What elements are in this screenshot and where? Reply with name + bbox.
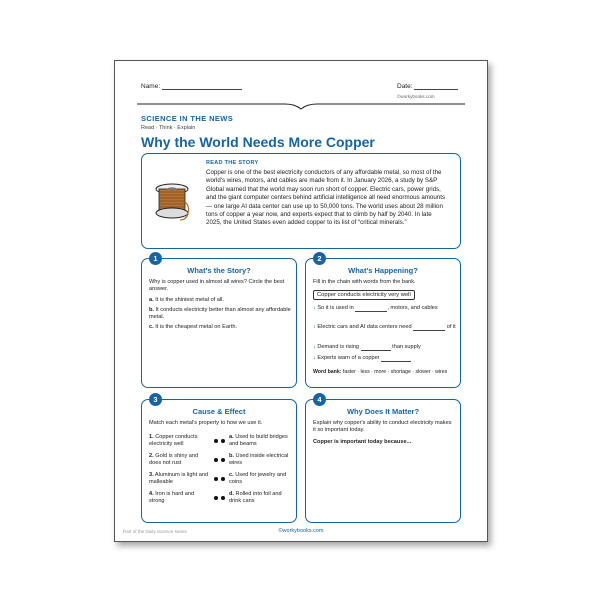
match-dot-left-1[interactable] — [214, 439, 218, 443]
section-2-prompt: Fill in the chain with words from the bank. — [313, 279, 416, 285]
down-arrow-icon: ↓ — [313, 355, 316, 361]
worksheet-page — [114, 60, 488, 542]
chain-step-3[interactable]: ↓ Demand is rising than supply — [313, 344, 421, 350]
answer-option-c[interactable]: c. It is the cheapest metal on Earth. — [149, 324, 238, 330]
down-arrow-icon: ↓ — [313, 344, 316, 350]
match-dot-right-d[interactable] — [221, 496, 225, 500]
section-4-title: Why Does It Matter? — [346, 407, 420, 416]
chain-start-box: Copper conducts electricity very well — [313, 290, 415, 300]
match-dot-right-b[interactable] — [221, 458, 225, 462]
name-line[interactable] — [162, 89, 242, 90]
date-label: Date: — [397, 83, 413, 90]
section-4-box — [305, 395, 461, 523]
header-divider — [137, 100, 465, 110]
section-3-badge: 3 — [149, 393, 162, 406]
match-left-4: 4. Iron is hard and strong — [149, 491, 195, 505]
section-1-badge: 1 — [149, 252, 162, 265]
section-1-title: What's the Story? — [187, 266, 251, 275]
answer-option-a[interactable]: a. It is the shiniest metal of all. — [149, 297, 224, 303]
story-box — [141, 153, 461, 249]
match-right-c: c. Used for jewelry and coins — [229, 472, 287, 486]
section-1-prompt: Why is copper used in almost all wires? Circle the best answer. — [149, 279, 285, 293]
match-dot-left-3[interactable] — [214, 477, 218, 481]
section-2-badge: 2 — [313, 252, 326, 265]
match-left-3: 3. Aluminum is light and malleable — [149, 472, 209, 486]
answer-area[interactable] — [313, 450, 453, 514]
blank-2[interactable] — [413, 330, 445, 331]
blank-4[interactable] — [381, 361, 411, 362]
chain-step-1[interactable]: ↓ So it is used in , motors, and cables — [313, 305, 438, 311]
answer-option-b[interactable]: b. It conducts electricity better than almost any affordable metal. — [149, 307, 291, 321]
section-3-prompt: Match each metal's property to how we use it. — [149, 420, 263, 426]
match-dot-left-4[interactable] — [214, 496, 218, 500]
tagline: Read · Think · Explain — [141, 125, 196, 131]
kicker: SCIENCE IN THE NEWS — [141, 114, 234, 123]
page-title: Why the World Needs More Copper — [141, 134, 375, 150]
name-field[interactable] — [141, 83, 242, 90]
down-arrow-icon: ↓ — [313, 324, 316, 330]
date-line[interactable] — [414, 89, 458, 90]
section-4-prompt: Explain why copper's ability to conduct electricity makes it so important today. — [313, 420, 452, 434]
story-label: READ THE STORY — [206, 160, 259, 166]
match-right-a: a. Used to build bridges and beams — [229, 434, 288, 448]
match-right-d: d. Rolled into foil and drink cans — [229, 491, 282, 505]
site-credit: ©workybooks.com — [397, 94, 435, 99]
story-text: Copper is one of the best electricity conductors of any affordable metal, so most of the world's wires, motors, and cables are made from it. In January 2026, a study by S&P Global warned that the world may soon run short of copper. Electric cars, power grids, and the giant computer centers behind artificial intelligence all need enormous amounts — one large AI data center can use up to 50,000 tons. The world uses about 28 million tons of copper a year now, and experts expect that to climb by half by 2040. In late 2025, the United States even added copper to its list of “critical minerals.” — [206, 169, 446, 227]
name-label: Name: — [141, 83, 161, 90]
footer-site: ©workybooks.com — [278, 528, 324, 534]
match-dot-left-2[interactable] — [214, 458, 218, 462]
chain-step-2[interactable]: ↓ Electric cars and AI data centers need of it — [313, 324, 456, 330]
match-right-b: b. Used inside electrical wires — [229, 453, 289, 467]
section-2-title: What's Happening? — [348, 266, 418, 275]
copper-wire-spool-icon — [152, 182, 192, 222]
section-3-box — [141, 395, 297, 523]
match-dot-right-c[interactable] — [221, 477, 225, 481]
date-field[interactable] — [397, 83, 458, 90]
blank-1[interactable] — [355, 311, 387, 312]
match-left-2: 2. Gold is shiny and does not rust — [149, 453, 199, 467]
chain-step-4[interactable]: ↓ Experts warn of a copper — [313, 355, 457, 362]
section-2-box — [305, 254, 461, 388]
section-3-title: Cause & Effect — [192, 407, 246, 416]
down-arrow-icon: ↓ — [313, 305, 316, 311]
footer-series: Part of the Daily Science series — [123, 529, 187, 534]
section-4-badge: 4 — [313, 393, 326, 406]
blank-3[interactable] — [361, 350, 391, 351]
answer-starter: Copper is important today because... — [313, 439, 412, 445]
match-left-1: 1. Copper conducts electricity well — [149, 434, 198, 448]
section-1-box — [141, 254, 297, 388]
word-bank: Word bank: faster · less · more · shortage · slower · wires — [313, 369, 448, 375]
match-dot-right-a[interactable] — [221, 439, 225, 443]
